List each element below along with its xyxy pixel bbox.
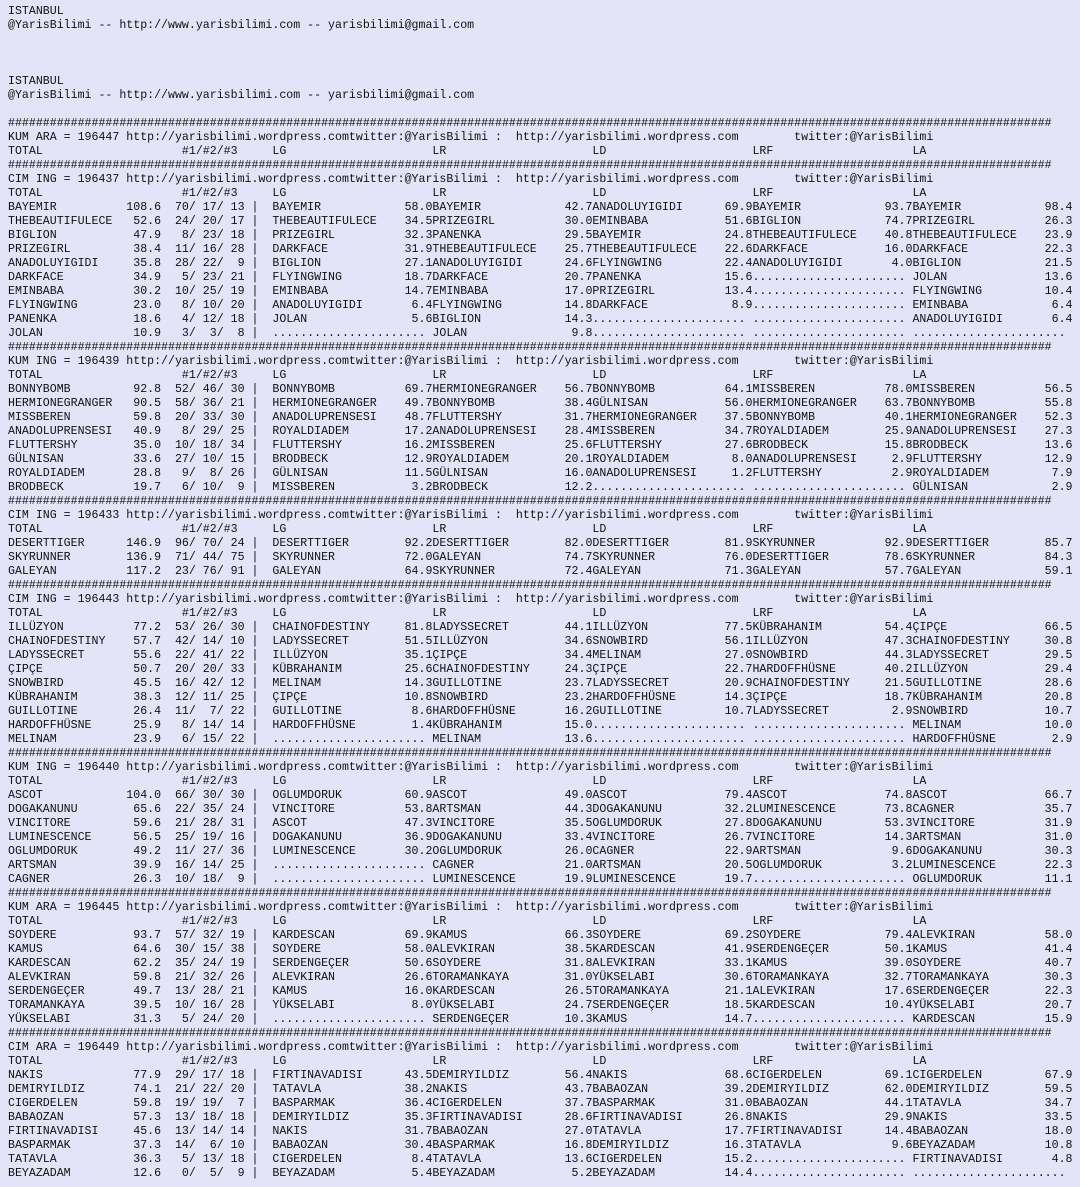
table-row: DEMIRYILDIZ 74.1 21/ 22/ 20 | TATAVLA 38.2NAKIS 43.7BABAOZAN 39.2DEMIRYILDIZ 62.0DEMIRYILDIZ 59.5 (8, 1083, 1073, 1096)
separator-line: ###################################################################################################################################################### (8, 747, 1052, 760)
race-title: CIM ARA = 196449 http://yarisbilimi.wordpress.comtwitter:@YarisBilimi : http://yarisbilimi.wordpress.com twitter:@YarisBilimi (8, 1041, 934, 1054)
table-row: EMINBABA 30.2 10/ 25/ 19 | EMINBABA 14.7EMINBABA 17.0PRIZEGIRL 13.4...................... FLYINGWING 10.4 (8, 285, 1073, 298)
race-section (8, 1027, 1072, 1181)
separator-line: ###################################################################################################################################################### (8, 117, 1052, 130)
table-row: ÇIPÇE 50.7 20/ 20/ 33 | KÜBRAHANIM 25.6CHAINOFDESTINY 24.3ÇIPÇE 22.7HARDOFFHÜSNE 40.2ILLÜZYON 29.4 (8, 663, 1073, 676)
table-row: ALEVKIRAN 59.8 21/ 32/ 26 | ALEVKIRAN 26.6TORAMANKAYA 31.0YÜKSELABI 30.6TORAMANKAYA 32.7TORAMANKAYA 30.3 (8, 971, 1073, 984)
table-row: DARKFACE 34.9 5/ 23/ 21 | FLYINGWING 18.7DARKFACE 20.7PANENKA 15.6...................... JOLAN 13.6 (8, 271, 1073, 284)
column-header-row: TOTAL #1/#2/#3 LG LR LD LRF LA (8, 523, 927, 536)
table-row: ASCOT 104.0 66/ 30/ 30 | OGLUMDORUK 60.9ASCOT 49.0ASCOT 79.4ASCOT 74.8ASCOT 66.7 (8, 789, 1073, 802)
table-row: FLUTTERSHY 35.0 10/ 18/ 34 | FLUTTERSHY 16.2MISSBEREN 25.6FLUTTERSHY 27.6BRODBECK 15.8BRODBECK 13.6 (8, 439, 1073, 452)
table-row: TATAVLA 36.3 5/ 13/ 18 | CIGERDELEN 8.4TATAVLA 13.6CIGERDELEN 15.2...................... FIRTINAVADISI 4.8 (8, 1153, 1073, 1166)
table-row: MISSBEREN 59.8 20/ 33/ 30 | ANADOLUPRENSESI 48.7FLUTTERSHY 31.7HERMIONEGRANGER 37.5BONNYBOMB 40.1HERMIONEGRANGER 52.3 (8, 411, 1073, 424)
table-row: NAKIS 77.9 29/ 17/ 18 | FIRTINAVADISI 43.5DEMIRYILDIZ 56.4NAKIS 68.6CIGERDELEN 69.1CIGERDELEN 67.9 (8, 1069, 1073, 1082)
table-row: MELINAM 23.9 6/ 15/ 22 | ...................... MELINAM 13.6...................... ...................... HARDOFFHÜSNE 2.9 (8, 733, 1073, 746)
table-row: BEYAZADAM 12.6 0/ 5/ 9 | BEYAZADAM 5.4BEYAZADAM 5.2BEYAZADAM 14.4...................... ...................... (8, 1167, 1073, 1180)
column-header-row: TOTAL #1/#2/#3 LG LR LD LRF LA (8, 1055, 927, 1068)
table-row: SKYRUNNER 136.9 71/ 44/ 75 | SKYRUNNER 72.0GALEYAN 74.7SKYRUNNER 76.0DESERTTIGER 78.6SKYRUNNER 84.3 (8, 551, 1073, 564)
race-title: KUM ARA = 196445 http://yarisbilimi.wordpress.comtwitter:@YarisBilimi : http://yarisbilimi.wordpress.com twitter:@YarisBilimi (8, 901, 934, 914)
column-header-row: TOTAL #1/#2/#3 LG LR LD LRF LA (8, 187, 927, 200)
table-row: BIGLION 47.9 8/ 23/ 18 | PRIZEGIRL 32.3PANENKA 29.5BAYEMIR 24.8THEBEAUTIFULECE 40.8THEBEAUTIFULECE 23.9 (8, 229, 1073, 242)
table-row: CIGERDELEN 59.8 19/ 19/ 7 | BASPARMAK 36.4CIGERDELEN 37.7BASPARMAK 31.0BABAOZAN 44.1TATAVLA 34.7 (8, 1097, 1073, 1110)
table-row: FLYINGWING 23.0 8/ 10/ 20 | ANADOLUYIGIDI 6.4FLYINGWING 14.8DARKFACE 8.9...................... EMINBABA 6.4 (8, 299, 1073, 312)
race-section (8, 579, 1072, 747)
table-row: PRIZEGIRL 38.4 11/ 16/ 28 | DARKFACE 31.9THEBEAUTIFULECE 25.7THEBEAUTIFULECE 22.6DARKFACE 16.0DARKFACE 22.3 (8, 243, 1073, 256)
table-row: KARDESCAN 62.2 35/ 24/ 19 | SERDENGEÇER 50.6SOYDERE 31.8ALEVKIRAN 33.1KAMUS 39.0SOYDERE 40.7 (8, 957, 1073, 970)
table-row: KÜBRAHANIM 38.3 12/ 11/ 25 | ÇIPÇE 10.8SNOWBIRD 23.2HARDOFFHÜSNE 14.3ÇIPÇE 18.7KÜBRAHANIM 20.8 (8, 691, 1073, 704)
race-title: KUM ARA = 196447 http://yarisbilimi.wordpress.comtwitter:@YarisBilimi : http://yarisbilimi.wordpress.com twitter:@YarisBilimi (8, 131, 934, 144)
column-header-row: TOTAL #1/#2/#3 LG LR LD LRF LA (8, 775, 927, 788)
header-block-2 (8, 75, 1072, 103)
table-row: LADYSSECRET 55.6 22/ 41/ 22 | ILLÜZYON 35.1ÇIPÇE 34.4MELINAM 27.0SNOWBIRD 44.3LADYSSECRET 29.5 (8, 649, 1073, 662)
table-row: HERMIONEGRANGER 90.5 58/ 36/ 21 | HERMIONEGRANGER 49.7BONNYBOMB 38.4GÜLNISAN 56.0HERMIONEGRANGER 63.7BONNYBOMB 55.8 (8, 397, 1073, 410)
table-row: GUILLOTINE 26.4 11/ 7/ 22 | GUILLOTINE 8.6HARDOFFHÜSNE 16.2GUILLOTINE 10.7LADYSSECRET 2.9SNOWBIRD 10.7 (8, 705, 1073, 718)
table-row: ILLÜZYON 77.2 53/ 26/ 30 | CHAINOFDESTINY 81.8LADYSSECRET 44.1ILLÜZYON 77.5KÜBRAHANIM 54.4ÇIPÇE 66.5 (8, 621, 1073, 634)
table-row: CAGNER 26.3 10/ 18/ 9 | ...................... LUMINESCENCE 19.9LUMINESCENCE 19.7...................... OGLUMDORUK 11.1 (8, 873, 1073, 886)
race-title: KUM ING = 196439 http://yarisbilimi.wordpress.comtwitter:@YarisBilimi : http://yarisbilimi.wordpress.com twitter:@YarisBilimi (8, 355, 934, 368)
table-row: ANADOLUPRENSESI 40.9 8/ 29/ 25 | ROYALDIADEM 17.2ANADOLUPRENSESI 28.4MISSBEREN 34.7ROYALDIADEM 25.9ANADOLUPRENSESI 27.3 (8, 425, 1073, 438)
table-row: OGLUMDORUK 49.2 11/ 27/ 36 | LUMINESCENCE 30.2OGLUMDORUK 26.0CAGNER 22.9ARTSMAN 9.6DOGAKANUNU 30.3 (8, 845, 1073, 858)
table-row: BONNYBOMB 92.8 52/ 46/ 30 | BONNYBOMB 69.7HERMIONEGRANGER 56.7BONNYBOMB 64.1MISSBEREN 78.0MISSBEREN 56.5 (8, 383, 1073, 396)
column-header-row: TOTAL #1/#2/#3 LG LR LD LRF LA (8, 607, 927, 620)
column-header-row: TOTAL #1/#2/#3 LG LR LD LRF LA (8, 145, 927, 158)
race-title: CIM ING = 196443 http://yarisbilimi.wordpress.comtwitter:@YarisBilimi : http://yarisbilimi.wordpress.com twitter:@YarisBilimi (8, 593, 934, 606)
table-row: HARDOFFHÜSNE 25.9 8/ 14/ 14 | HARDOFFHÜSNE 1.4KÜBRAHANIM 15.0...................... ...................... MELINAM 10.0 (8, 719, 1073, 732)
table-row: PANENKA 18.6 4/ 12/ 18 | JOLAN 5.6BIGLION 14.3...................... ...................... ANADOLUYIGIDI 6.4 (8, 313, 1073, 326)
table-row: CHAINOFDESTINY 57.7 42/ 14/ 10 | LADYSSECRET 51.5ILLÜZYON 34.6SNOWBIRD 56.1ILLÜZYON 47.3CHAINOFDESTINY 30.8 (8, 635, 1073, 648)
table-row: BAYEMIR 108.6 70/ 17/ 13 | BAYEMIR 58.0BAYEMIR 42.7ANADOLUYIGIDI 69.9BAYEMIR 93.7BAYEMIR 98.4 (8, 201, 1073, 214)
race-section (8, 887, 1072, 1027)
city-title: ISTANBUL (8, 5, 64, 18)
table-row: SERDENGEÇER 49.7 13/ 28/ 21 | KAMUS 16.0KARDESCAN 26.5TORAMANKAYA 21.1ALEVKIRAN 17.6SERDENGEÇER 22.3 (8, 985, 1073, 998)
table-row: KAMUS 64.6 30/ 15/ 38 | SOYDERE 58.0ALEVKIRAN 38.5KARDESCAN 41.9SERDENGEÇER 50.1KAMUS 41.4 (8, 943, 1073, 956)
table-row: THEBEAUTIFULECE 52.6 24/ 20/ 17 | THEBEAUTIFULECE 34.5PRIZEGIRL 30.0EMINBABA 51.6BIGLION 74.7PRIZEGIRL 26.3 (8, 215, 1073, 228)
race-title: CIM ING = 196433 http://yarisbilimi.wordpress.comtwitter:@YarisBilimi : http://yarisbilimi.wordpress.com twitter:@YarisBilimi (8, 509, 934, 522)
table-row: FIRTINAVADISI 45.6 13/ 14/ 14 | NAKIS 31.7BABAOZAN 27.0TATAVLA 17.7FIRTINAVADISI 14.4BABAOZAN 18.0 (8, 1125, 1073, 1138)
table-row: SNOWBIRD 45.5 16/ 42/ 12 | MELINAM 14.3GUILLOTINE 23.7LADYSSECRET 20.9CHAINOFDESTINY 21.5GUILLOTINE 28.6 (8, 677, 1073, 690)
table-row: DOGAKANUNU 65.6 22/ 35/ 24 | VINCITORE 53.8ARTSMAN 44.3DOGAKANUNU 32.2LUMINESCENCE 73.8CAGNER 35.7 (8, 803, 1073, 816)
city-title: ISTANBUL (8, 75, 64, 88)
table-row: BABAOZAN 57.3 13/ 18/ 18 | DEMIRYILDIZ 35.3FIRTINAVADISI 28.6FIRTINAVADISI 26.8NAKIS 29.9NAKIS 33.5 (8, 1111, 1073, 1124)
race-section (8, 341, 1072, 495)
table-row: BRODBECK 19.7 6/ 10/ 9 | MISSBEREN 3.2BRODBECK 12.2...................... ...................... GÜLNISAN 2.9 (8, 481, 1073, 494)
header-block-1 (8, 5, 1072, 33)
race-section (8, 159, 1072, 341)
table-row: VINCITORE 59.6 21/ 28/ 31 | ASCOT 47.3VINCITORE 35.5OGLUMDORUK 27.8DOGAKANUNU 53.3VINCITORE 31.9 (8, 817, 1073, 830)
race-section (8, 495, 1072, 579)
table-row: ANADOLUYIGIDI 35.8 28/ 22/ 9 | BIGLION 27.1ANADOLUYIGIDI 24.6FLYINGWING 22.4ANADOLUYIGIDI 4.0BIGLION 21.5 (8, 257, 1073, 270)
separator-line: ###################################################################################################################################################### (8, 495, 1052, 508)
separator-line: ###################################################################################################################################################### (8, 1027, 1052, 1040)
separator-line: ###################################################################################################################################################### (8, 579, 1052, 592)
table-row: GÜLNISAN 33.6 27/ 10/ 15 | BRODBECK 12.9ROYALDIADEM 20.1ROYALDIADEM 8.0ANADOLUPRENSESI 2.9FLUTTERSHY 12.9 (8, 453, 1073, 466)
table-row: ARTSMAN 39.9 16/ 14/ 25 | ...................... CAGNER 21.0ARTSMAN 20.5OGLUMDORUK 3.2LUMINESCENCE 22.3 (8, 859, 1073, 872)
table-row: TORAMANKAYA 39.5 10/ 16/ 28 | YÜKSELABI 8.0YÜKSELABI 24.7SERDENGEÇER 18.5KARDESCAN 10.4YÜKSELABI 20.7 (8, 999, 1073, 1012)
column-header-row: TOTAL #1/#2/#3 LG LR LD LRF LA (8, 369, 927, 382)
table-row: YÜKSELABI 31.3 5/ 24/ 20 | ...................... SERDENGEÇER 10.3KAMUS 14.7...................... KARDESCAN 15.9 (8, 1013, 1073, 1026)
contact-line: @YarisBilimi -- http://www.yarisbilimi.com -- yarisbilimi@gmail.com (8, 89, 475, 102)
table-row: ROYALDIADEM 28.8 9/ 8/ 26 | GÜLNISAN 11.5GÜLNISAN 16.0ANADOLUPRENSESI 1.2FLUTTERSHY 2.9ROYALDIADEM 7.9 (8, 467, 1073, 480)
table-row: GALEYAN 117.2 23/ 76/ 91 | GALEYAN 64.9SKYRUNNER 72.4GALEYAN 71.3GALEYAN 57.7GALEYAN 59.1 (8, 565, 1073, 578)
table-row: BASPARMAK 37.3 14/ 6/ 10 | BABAOZAN 30.4BASPARMAK 16.8DEMIRYILDIZ 16.3TATAVLA 9.6BEYAZADAM 10.8 (8, 1139, 1073, 1152)
table-row: DESERTTIGER 146.9 96/ 70/ 24 | DESERTTIGER 92.2DESERTTIGER 82.0DESERTTIGER 81.9SKYRUNNER 92.9DESERTTIGER 85.7 (8, 537, 1073, 550)
column-header-row: TOTAL #1/#2/#3 LG LR LD LRF LA (8, 915, 927, 928)
separator-line: ###################################################################################################################################################### (8, 159, 1052, 172)
separator-line: ###################################################################################################################################################### (8, 341, 1052, 354)
results-document (8, 5, 1072, 1181)
race-title: CIM ING = 196437 http://yarisbilimi.wordpress.comtwitter:@YarisBilimi : http://yarisbilimi.wordpress.com twitter:@YarisBilimi (8, 173, 934, 186)
separator-line: ###################################################################################################################################################### (8, 887, 1052, 900)
table-row: JOLAN 10.9 3/ 3/ 8 | ...................... JOLAN 9.8...................... ...................... ...................... (8, 327, 1073, 340)
race-section (8, 747, 1072, 887)
race-title: KUM ING = 196440 http://yarisbilimi.wordpress.comtwitter:@YarisBilimi : http://yarisbilimi.wordpress.com twitter:@YarisBilimi (8, 761, 934, 774)
table-row: LUMINESCENCE 56.5 25/ 19/ 16 | DOGAKANUNU 36.9DOGAKANUNU 33.4VINCITORE 26.7VINCITORE 14.3ARTSMAN 31.0 (8, 831, 1073, 844)
race-section (8, 117, 1072, 159)
contact-line: @YarisBilimi -- http://www.yarisbilimi.com -- yarisbilimi@gmail.com (8, 19, 475, 32)
race-sections (8, 117, 1072, 1181)
table-row: SOYDERE 93.7 57/ 32/ 19 | KARDESCAN 69.9KAMUS 66.3SOYDERE 69.2SOYDERE 79.4ALEVKIRAN 58.0 (8, 929, 1073, 942)
